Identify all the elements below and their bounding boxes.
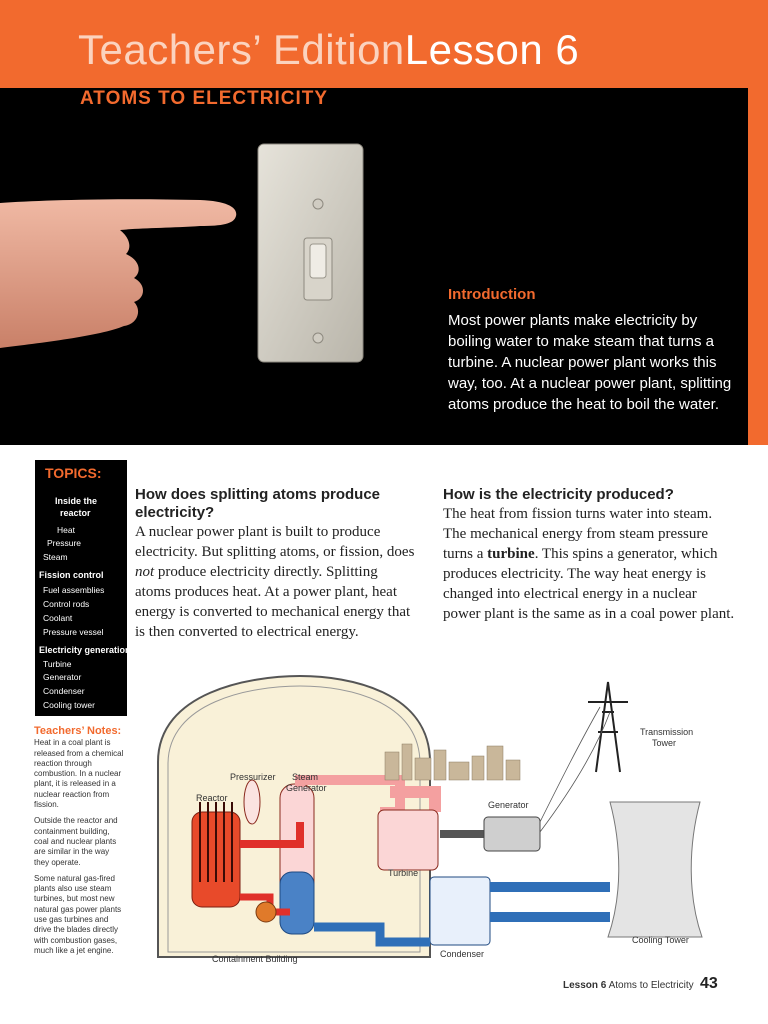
- lesson-label: Lesson 6: [404, 26, 580, 73]
- label-generator: Generator: [488, 800, 529, 810]
- section1-heading: How does splitting atoms produce electricity?: [135, 486, 381, 521]
- cooling-tower: [608, 802, 702, 937]
- label-condenser: Condenser: [440, 949, 485, 959]
- power-line: [540, 707, 610, 832]
- teachers-notes: [34, 726, 126, 962]
- city-skyline: [385, 744, 520, 780]
- light-switch-photo: [0, 88, 448, 445]
- footer-lesson: Lesson 6: [563, 980, 607, 991]
- topic-generator: Generator: [43, 672, 82, 682]
- pressurizer-tank: [244, 780, 260, 824]
- header-bar: [0, 0, 768, 88]
- label-steam: Steam: [292, 772, 319, 782]
- condenser-box: [430, 877, 490, 945]
- section2-bold-turbine: turbine: [487, 546, 535, 562]
- section1-text: [135, 522, 415, 642]
- section-splitting-atoms: [135, 486, 415, 642]
- teachers-notes-p2: Outside the reactor and containment building, coal and nuclear plants are similar in the way they operate.: [34, 816, 118, 867]
- header-title: [78, 26, 579, 74]
- section1-text-a: A nuclear power plant is built to produce electricity. But splitting atoms, or fission, does: [135, 524, 415, 560]
- section1-text-b: produce electricity directly. Splitting atoms produces heat. At a power plant, heat energy is converted to mechanical energy that is then converted to electrical energy.: [135, 564, 411, 640]
- section2-text-b: . This spins a generator, which produces electricity. The way heat energy is changed into electrical energy in a nuclear power plant is the same as in a coal power plant.: [443, 546, 735, 622]
- label-containment: Containment Building: [212, 954, 298, 964]
- topic-inside-reactor-line1: Inside the: [55, 496, 98, 506]
- label-tower: Tower: [652, 738, 677, 748]
- footer-title: Atoms to Electricity: [608, 980, 694, 991]
- topic-control-rods: Control rods: [43, 599, 90, 609]
- label-generator-sg: Generator: [286, 783, 327, 793]
- label-reactor: Reactor: [196, 793, 228, 803]
- label-pressurizer: Pressurizer: [230, 772, 276, 782]
- teachers-notes-heading: Teachers’ Notes:: [34, 725, 122, 737]
- topic-inside-reactor-line2: reactor: [60, 508, 91, 518]
- topic-coolant: Coolant: [43, 613, 73, 623]
- power-plant-drawing: [140, 672, 710, 972]
- pointing-hand: [0, 199, 236, 348]
- teachers-notes-p1: Heat in a coal plant is released from a chemical reaction through combustion. In a nuclear plant, it is released in a nuclear reaction from fission.: [34, 738, 124, 810]
- topic-fission-control: Fission control: [39, 570, 104, 580]
- section2-text: [443, 504, 735, 624]
- side-accent-strip: [748, 88, 768, 445]
- topic-steam: Steam: [43, 552, 68, 562]
- topic-heat: Heat: [57, 525, 75, 535]
- plate-screw-top: [313, 199, 323, 209]
- generator-body: [484, 817, 540, 851]
- topics-heading: TOPICS:: [45, 465, 102, 481]
- topic-cooling-tower: Cooling tower: [43, 700, 95, 710]
- power-plant-diagram: [140, 672, 710, 972]
- turbine-shaft: [440, 830, 484, 838]
- topic-fuel-assemblies: Fuel assemblies: [43, 585, 105, 595]
- reactor-pump: [256, 902, 276, 922]
- toggle-lever: [310, 244, 326, 278]
- teachers-notes-p3: Some natural gas-fired plants also use steam turbines, but most new natural gas power plants use gas turbines and drive the blades directly with combustion gases, much like a jet engine.: [34, 873, 122, 955]
- label-turbine: Turbine: [388, 868, 419, 878]
- steam-generator-lower: [280, 872, 314, 934]
- section1-emphasis: not: [135, 564, 155, 580]
- page-footer: [563, 975, 718, 992]
- section2-text-a: The heat from fission turns water into steam. The mechanical energy from steam pressure turns a: [443, 506, 713, 562]
- transmission-tower: [588, 682, 628, 772]
- turbine-housing: [378, 810, 438, 870]
- edition-label: Teachers’ Edition: [78, 26, 405, 73]
- intro-heading: Introduction: [448, 286, 536, 303]
- intro-text: Most power plants make electricity by boiling water to make steam that turns a turbine. A nuclear power plant works this way, too. At a nuclear power plant, splitting atoms produce the heat to boil the water.: [448, 312, 732, 413]
- topic-electricity-generation: Electricity generation: [39, 645, 131, 655]
- page-number: 43: [700, 975, 718, 992]
- topic-condenser: Condenser: [43, 686, 85, 696]
- hero-image: [0, 88, 748, 445]
- label-transmission: Transmission: [640, 727, 694, 737]
- topics-box: [35, 460, 131, 716]
- plate-screw-bottom: [313, 333, 323, 343]
- section2-heading: How is the electricity produced?: [443, 486, 674, 503]
- section-electricity-produced: [443, 486, 735, 624]
- topic-pressure: Pressure: [47, 538, 82, 548]
- lesson-subtitle: ATOMS TO ELECTRICITY: [80, 88, 329, 109]
- topic-pressure-vessel: Pressure vessel: [43, 627, 104, 637]
- label-cooling-tower: Cooling Tower: [632, 935, 689, 945]
- topic-turbine: Turbine: [43, 659, 72, 669]
